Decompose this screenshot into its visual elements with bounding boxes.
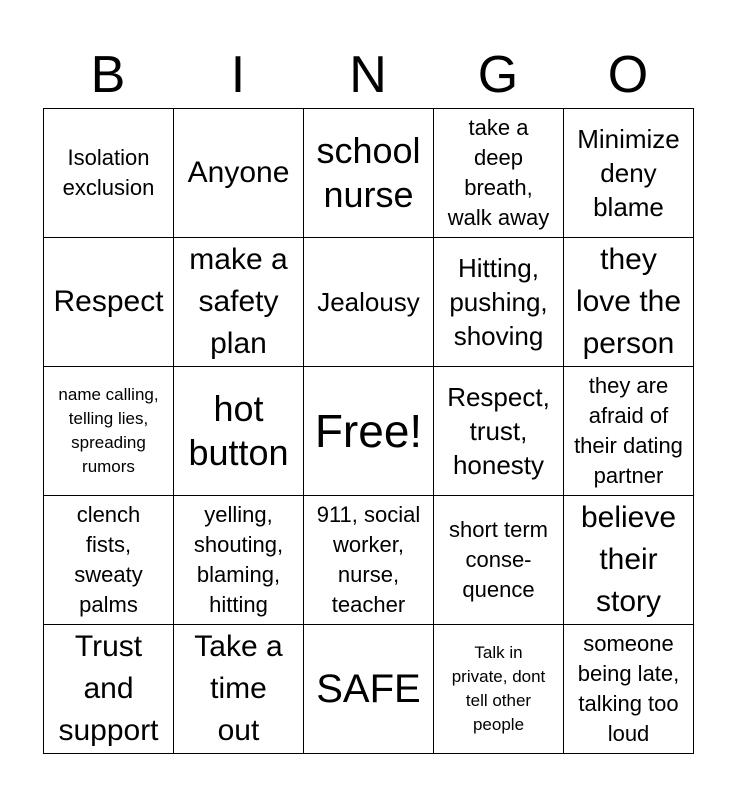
bingo-cell[interactable] [434, 109, 564, 238]
free-space-text: Free! [314, 405, 423, 457]
bingo-cell[interactable] [174, 367, 304, 496]
cell-text: clench fists, sweaty palms [74, 502, 143, 617]
cell-text: Jealousy [317, 287, 420, 317]
cell-text: take a deep breath, walk away [447, 115, 550, 230]
cell-text: Minimize deny blame [577, 124, 680, 222]
cell-text: make a safety plan [189, 243, 288, 360]
cell-text: someone being late, talking too loud [577, 631, 680, 746]
bingo-cell[interactable] [304, 625, 434, 754]
bingo-cell[interactable] [434, 496, 564, 625]
bingo-cell[interactable] [564, 367, 694, 496]
bingo-cell[interactable] [44, 109, 174, 238]
cell-text: Talk in private, dont tell other people [451, 643, 546, 734]
cell-text: believe their story [580, 501, 677, 618]
cell-text: 911, social worker, nurse, teacher [316, 502, 421, 617]
bingo-cell[interactable] [44, 238, 174, 367]
header-letter-i: I [230, 46, 246, 104]
cell-text: yelling, shouting, blaming, hitting [193, 502, 284, 617]
bingo-cell[interactable] [434, 625, 564, 754]
cell-text: Respect [53, 285, 164, 318]
cell-text: Hitting, pushing, shoving [449, 253, 548, 351]
bingo-cell[interactable] [174, 238, 304, 367]
bingo-cell[interactable] [564, 496, 694, 625]
bingo-cell[interactable] [434, 238, 564, 367]
bingo-cell[interactable] [174, 625, 304, 754]
cell-text: school nurse [316, 130, 421, 215]
cell-text: Take a time out [194, 630, 283, 747]
cell-text: Isolation exclusion [62, 145, 155, 200]
cell-text: Anyone [187, 156, 290, 189]
bingo-cell[interactable] [304, 238, 434, 367]
cell-text: short term conse- quence [448, 517, 549, 602]
header-letter-g: G [477, 46, 519, 104]
bingo-cell[interactable] [44, 496, 174, 625]
cell-text: name calling, telling lies, spreading rumors [58, 385, 159, 476]
free-space-cell[interactable] [304, 367, 434, 496]
header-letter-b: B [90, 46, 126, 104]
bingo-cell[interactable] [564, 109, 694, 238]
bingo-cell[interactable] [434, 367, 564, 496]
bingo-cell[interactable] [174, 496, 304, 625]
header-letter-o: O [607, 46, 649, 104]
cell-text: they are afraid of their dating partner [574, 373, 683, 488]
bingo-cell[interactable] [44, 367, 174, 496]
bingo-cell[interactable] [564, 625, 694, 754]
bingo-cell[interactable] [174, 109, 304, 238]
cell-text: SAFE [316, 667, 421, 711]
cell-text: hot button [188, 388, 289, 473]
cell-text: Respect, trust, honesty [447, 382, 550, 480]
cell-text: they love the person [575, 243, 682, 360]
header-letter-n: N [349, 46, 387, 104]
cell-text: Trust and support [58, 630, 159, 747]
bingo-header [43, 44, 693, 106]
bingo-cell[interactable] [304, 109, 434, 238]
bingo-cell[interactable] [304, 496, 434, 625]
bingo-cell[interactable] [44, 625, 174, 754]
bingo-grid [43, 108, 694, 754]
bingo-cell[interactable] [564, 238, 694, 367]
